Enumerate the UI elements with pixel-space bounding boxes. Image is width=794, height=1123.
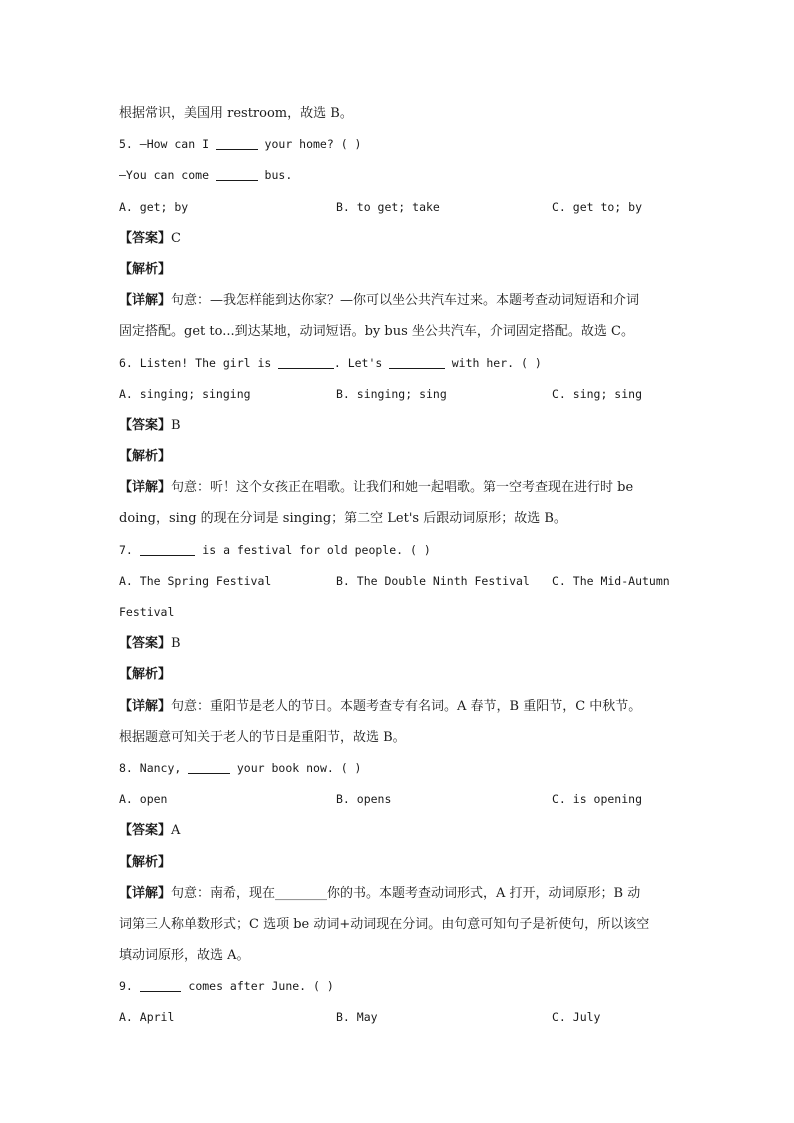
options-row <box>119 192 679 223</box>
option-a: A. get; by <box>119 199 189 214</box>
line-text: 根据常识，美国用 restroom，故选 B。 <box>119 106 353 121</box>
line-text: Festival <box>119 605 175 619</box>
option-continuation <box>119 597 679 628</box>
answer-section <box>119 691 679 722</box>
document-page <box>119 98 679 1034</box>
explanation-text <box>119 940 679 971</box>
section-label: 【解析】 <box>119 449 172 465</box>
answer-section <box>119 815 679 846</box>
options-row <box>119 379 679 410</box>
section-text: C <box>171 230 181 246</box>
option-c: C. is opening <box>552 792 643 807</box>
line-text: 词第三人称单数形式；C 选项 be 动词+动词现在分词。由句意可知句子是祈使句，所以该空 <box>119 916 650 932</box>
answer-blank <box>216 166 258 181</box>
option-b: B. The Double Ninth Festival <box>336 573 530 588</box>
answer-section <box>119 410 679 441</box>
option-a: A. April <box>119 1010 175 1025</box>
question-text: is a festival for old people. ( ) <box>195 542 431 557</box>
line-text: 固定搭配。get to...到达某地，动词短语。by bus 坐公共汽车，介词固定搭配。故选 C。 <box>119 324 634 340</box>
question-text: . Let's <box>333 355 390 370</box>
answer-section <box>119 659 679 690</box>
explanation-text <box>119 722 679 753</box>
section-label: 【详解】 <box>119 293 172 309</box>
section-label: 【解析】 <box>119 261 172 277</box>
question-text: your book now. ( ) <box>229 760 362 775</box>
answer-section <box>119 472 679 503</box>
question-line <box>119 971 679 1002</box>
answer-blank <box>188 759 230 774</box>
section-text: B <box>171 636 181 652</box>
answer-blank <box>278 354 334 369</box>
option-b: B. May <box>336 1010 378 1025</box>
option-c: C. get to; by <box>552 199 643 214</box>
answer-section <box>119 223 679 254</box>
section-label: 【解析】 <box>119 854 172 870</box>
question-text: 7. <box>119 542 140 557</box>
option-a: A. singing; singing <box>119 386 251 401</box>
explanation-text <box>119 98 679 129</box>
section-label: 【答案】 <box>119 417 172 433</box>
question-text: 8. Nancy, <box>119 760 189 775</box>
option-c: C. The Mid-Autumn <box>552 573 670 588</box>
line-text: doing，sing 的现在分词是 singing；第二空 Let's 后跟动词原形；故选 B。 <box>119 511 567 527</box>
explanation-text <box>119 503 679 534</box>
option-a: A. open <box>119 792 168 807</box>
question-text: with her. ( ) <box>444 355 542 370</box>
answer-section <box>119 285 679 316</box>
question-line <box>119 160 679 191</box>
answer-blank <box>389 354 445 369</box>
section-label: 【解析】 <box>119 667 172 683</box>
option-b: B. singing; sing <box>336 386 447 401</box>
question-text: —You can come <box>119 168 216 183</box>
question-line <box>119 753 679 784</box>
section-text: B <box>171 417 181 433</box>
answer-section <box>119 441 679 472</box>
option-b: B. to get; take <box>336 199 440 214</box>
question-text: 6. Listen! The girl is <box>119 355 279 370</box>
options-row <box>119 784 679 815</box>
option-c: C. sing; sing <box>552 386 643 401</box>
line-text: 根据题意可知关于老人的节日是重阳节，故选 B。 <box>119 729 406 745</box>
section-text: 句意：南希，现在________你的书。本题考查动词形式，A 打开，动词原形；B 动 <box>171 885 641 901</box>
answer-section <box>119 254 679 285</box>
question-text: comes after June. ( ) <box>181 979 334 994</box>
explanation-text <box>119 909 679 940</box>
section-text: 句意：听！这个女孩正在唱歌。让我们和她一起唱歌。第一空考查现在进行时 be <box>171 480 634 496</box>
section-label: 【详解】 <box>119 698 172 714</box>
explanation-text <box>119 316 679 347</box>
section-text: 句意：重阳节是老人的节日。本题考查专有名词。A 春节，B 重阳节，C 中秋节。 <box>171 698 642 714</box>
options-row <box>119 566 679 597</box>
section-text: 句意：—我怎样能到达你家？—你可以坐公共汽车过来。本题考查动词短语和介词 <box>171 293 640 309</box>
option-a: A. The Spring Festival <box>119 573 272 588</box>
line-text: 填动词原形，故选 A。 <box>119 948 250 964</box>
options-row <box>119 1002 679 1033</box>
question-line <box>119 535 679 566</box>
option-c: C. July <box>552 1010 601 1025</box>
answer-blank <box>140 541 196 556</box>
answer-section <box>119 878 679 909</box>
question-line <box>119 348 679 379</box>
option-b: B. opens <box>336 792 392 807</box>
question-line <box>119 129 679 160</box>
section-label: 【答案】 <box>119 230 172 246</box>
answer-section <box>119 847 679 878</box>
question-text: bus. <box>257 168 293 183</box>
answer-blank <box>140 977 182 992</box>
section-label: 【答案】 <box>119 823 172 839</box>
section-label: 【详解】 <box>119 885 172 901</box>
answer-blank <box>216 135 258 150</box>
answer-section <box>119 628 679 659</box>
section-label: 【答案】 <box>119 636 172 652</box>
section-text: A <box>171 823 181 839</box>
section-label: 【详解】 <box>119 480 172 496</box>
question-text: 9. <box>119 979 140 994</box>
question-text: 5. —How can I <box>119 137 216 152</box>
question-text: your home? ( ) <box>257 137 362 152</box>
